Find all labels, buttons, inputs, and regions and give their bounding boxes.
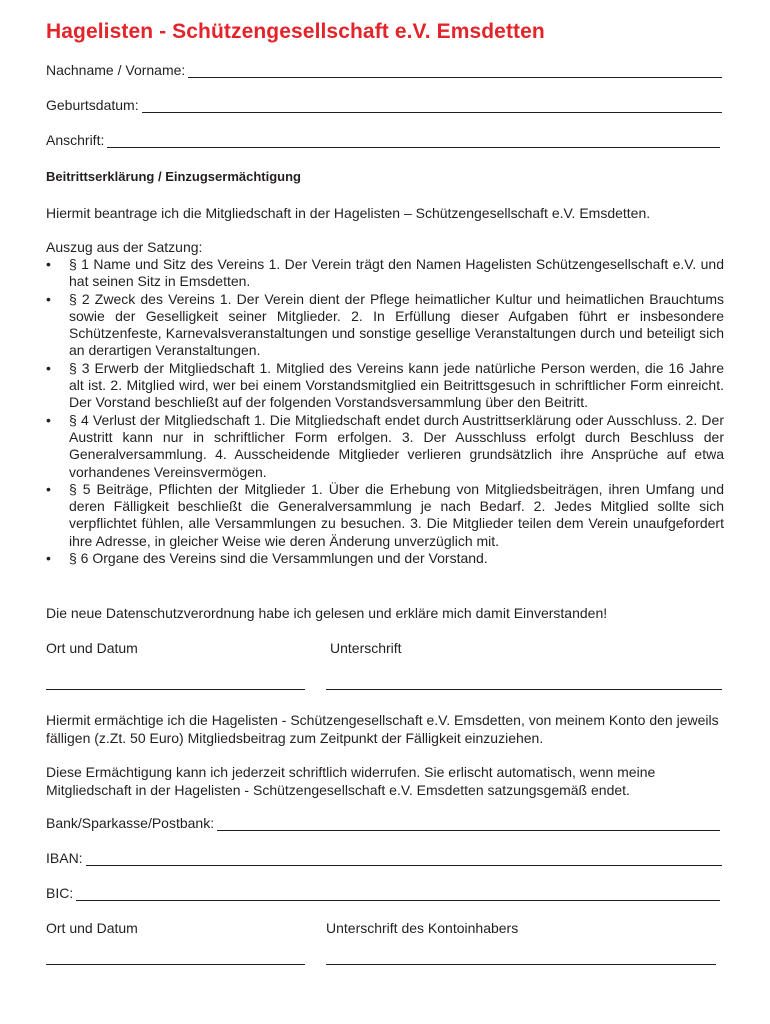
bic-input-line[interactable] bbox=[76, 888, 720, 901]
satzung-item bbox=[46, 256, 724, 291]
satzung-item-text: § 5 Beiträge, Pflichten der Mitglieder 1. Über die Erhebung von Mitgliedsbeiträgen, ihren Umfang und deren Fälligkeit beschließt die Generalversammlung je nach Bedarf. 2. Jedes Mitglied sollte sich verpflichtet fühlen, alle Versammlungen zu besuchen. 3. Die Mitglieder teilen dem Verein unaufgefordert ihre Adresse, in gleicher Weise wie deren Änderung unverzüglich mit. bbox=[69, 480, 724, 549]
revocation-text: Diese Ermächtigung kann ich jederzeit schriftlich widerrufen. Sie erlischt automatisch, wenn meine Mitgliedschaft in der Hagelisten - Schützengesellschaft e.V. Emsdetten satzungsgemäß endet. bbox=[46, 764, 656, 798]
signature-line-1[interactable] bbox=[326, 689, 722, 690]
name-label: Nachname / Vorname: bbox=[46, 62, 186, 78]
satzung-title: Auszug aus der Satzung: bbox=[46, 239, 203, 255]
satzung-item-text: § 2 Zweck des Vereins 1. Der Verein dient der Pflege heimatlicher Kultur und heimatlichen Brauchtums sowie der Geselligkeit seiner Mitglieder. 2. In Erfüllung dieser Aufgaben führt er insbesondere Schützenfeste, Karnevalsveranstaltungen und sonstige gesellige Veranstaltungen durch und beteiligt sich an derartigen Veranstaltungen. bbox=[69, 290, 724, 359]
satzung-item bbox=[46, 360, 724, 412]
address-label: Anschrift: bbox=[46, 132, 105, 148]
bullet-icon: • bbox=[46, 359, 51, 376]
signature-label-1: Unterschrift bbox=[330, 640, 402, 656]
section-heading: Beitrittserklärung / Einzugsermächtigung bbox=[46, 169, 301, 184]
name-input-line[interactable] bbox=[188, 65, 722, 78]
address-input-line[interactable] bbox=[107, 135, 720, 148]
birthdate-label: Geburtsdatum: bbox=[46, 97, 139, 113]
place-date-line-2[interactable] bbox=[46, 964, 305, 965]
intro-text: Hiermit beantrage ich die Mitgliedschaft in der Hagelisten – Schützengesellschaft e.V. Emsdetten. bbox=[46, 205, 651, 221]
name-field[interactable] bbox=[46, 62, 722, 78]
mandate-text: Hiermit ermächtige ich die Hagelisten - Schützengesellschaft e.V. Emsdetten, von meinem Konto den jeweils fälligen (z.Zt. 50 Euro) Mitgliedsbeitrag zum Zeitpunkt der Fälligkeit einzuziehen. bbox=[46, 712, 719, 746]
place-date-line-1[interactable] bbox=[46, 689, 305, 690]
bank-label: Bank/Sparkasse/Postbank: bbox=[46, 815, 215, 831]
satzung-item bbox=[46, 291, 724, 360]
satzung-list bbox=[46, 256, 724, 567]
satzung-item bbox=[46, 481, 724, 550]
bullet-icon: • bbox=[46, 290, 51, 307]
account-holder-signature-label: Unterschrift des Kontoinhabers bbox=[326, 920, 519, 936]
satzung-item bbox=[46, 550, 724, 567]
privacy-statement: Die neue Datenschutzverordnung habe ich gelesen und erkläre mich damit Einverstanden! bbox=[46, 605, 608, 621]
iban-label: IBAN: bbox=[46, 850, 83, 866]
iban-field[interactable] bbox=[46, 850, 722, 866]
bank-input-line[interactable] bbox=[217, 818, 720, 831]
satzung-item bbox=[46, 412, 724, 481]
bullet-icon: • bbox=[46, 480, 51, 497]
bullet-icon: • bbox=[46, 256, 51, 272]
bullet-icon: • bbox=[46, 411, 51, 428]
birthdate-input-line[interactable] bbox=[142, 100, 722, 113]
satzung-item-text: § 6 Organe des Vereins sind die Versammlungen und der Vorstand. bbox=[69, 550, 488, 567]
bullet-icon: • bbox=[46, 550, 51, 567]
satzung-item-text: § 1 Name und Sitz des Vereins 1. Der Verein trägt den Namen Hagelisten Schützengesellschaft e.V. und hat seinen Sitz in Emsdetten. bbox=[69, 256, 724, 290]
satzung-item-text: § 4 Verlust der Mitgliedschaft 1. Die Mitgliedschaft endet durch Austrittserklärung oder Ausschluss. 2. Der Austritt kann nur in schriftlicher Form erfolgen. 3. Der Ausschluss erfolgt durch Beschluss der Generalversammlung. 4. Ausscheidende Mitglieder verlieren grundsätzlich ihre Ansprüche auf etwa vorhandenes Vereinsvermögen. bbox=[69, 411, 724, 480]
birthdate-field[interactable] bbox=[46, 97, 722, 113]
place-date-label-1: Ort und Datum bbox=[46, 640, 138, 656]
account-holder-signature-line[interactable] bbox=[326, 964, 716, 965]
satzung-item-text: § 3 Erwerb der Mitgliedschaft 1. Mitglied des Vereins kann jede natürliche Person werden, die 16 Jahre alt ist. 2. Mitglied wird, wer bei einem Vorstandsmitglied ein Beitrittsgesuch in schriftlicher Form einreicht. Der Vorstand beschließt auf der folgenden Vorstandsversammlung über den Beitritt. bbox=[69, 359, 724, 411]
bank-field[interactable] bbox=[46, 815, 720, 831]
form-title: Hagelisten - Schützengesellschaft e.V. Emsdetten bbox=[46, 20, 545, 43]
place-date-label-2: Ort und Datum bbox=[46, 920, 138, 936]
bic-field[interactable] bbox=[46, 885, 720, 901]
iban-input-line[interactable] bbox=[86, 853, 722, 866]
address-field[interactable] bbox=[46, 132, 720, 148]
bic-label: BIC: bbox=[46, 885, 74, 901]
